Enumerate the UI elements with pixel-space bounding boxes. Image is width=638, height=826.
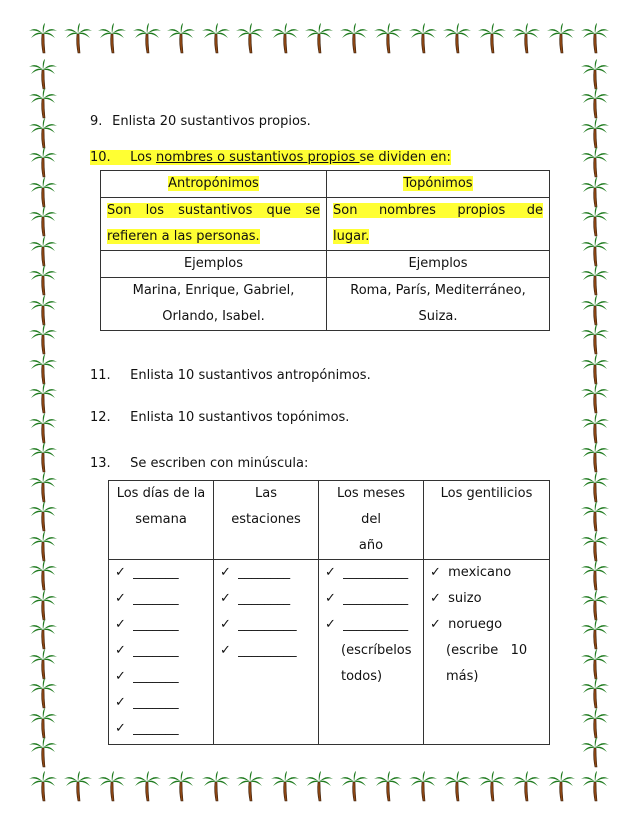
day-blank: ✓ _______ xyxy=(115,612,207,638)
palm-tree-icon xyxy=(132,770,162,802)
item-13: 13. Se escriben con minúscula: xyxy=(90,456,309,471)
palm-tree-icon xyxy=(166,22,196,54)
palm-tree-icon xyxy=(28,648,58,680)
day-blank: ✓ _______ xyxy=(115,586,207,612)
day-blank: ✓ _______ xyxy=(115,690,207,716)
palm-tree-icon xyxy=(28,205,58,237)
palm-tree-icon xyxy=(373,770,403,802)
palm-tree-icon xyxy=(580,117,610,149)
palm-tree-icon xyxy=(580,353,610,385)
checkmark-icon: ✓ xyxy=(115,669,126,684)
palm-tree-icon xyxy=(28,770,58,802)
item-9-text: Enlista 20 sustantivos propios. xyxy=(112,114,311,129)
palm-tree-icon xyxy=(97,22,127,54)
checkmark-icon: ✓ xyxy=(220,643,231,658)
meses-note-2: todos) xyxy=(341,669,383,684)
palm-tree-icon xyxy=(580,146,610,178)
checkmark-icon: ✓ xyxy=(115,721,126,736)
palm-tree-icon xyxy=(580,500,610,532)
palm-tree-icon xyxy=(580,441,610,473)
checkmark-icon: ✓ xyxy=(115,695,126,710)
palm-tree-icon xyxy=(442,22,472,54)
palm-tree-icon xyxy=(28,412,58,444)
palm-tree-icon xyxy=(477,22,507,54)
palm-tree-icon xyxy=(408,770,438,802)
day-blank: ✓ _______ xyxy=(115,560,207,586)
palm-tree-icon xyxy=(28,736,58,768)
palm-tree-icon xyxy=(201,770,231,802)
checkmark-icon: ✓ xyxy=(325,617,336,632)
palm-tree-icon xyxy=(580,22,610,54)
palm-tree-icon xyxy=(580,589,610,621)
item-10: 10. Los nombres o sustantivos propios se dividen en: xyxy=(90,150,451,165)
palm-tree-icon xyxy=(28,294,58,326)
checkmark-icon: ✓ xyxy=(115,565,126,580)
palm-tree-icon xyxy=(580,412,610,444)
lowercase-table: Los días de la semana Las estaciones Los meses del año Los gentilicios ✓ _______ ✓ _______ ✓ _______ ✓ _______ ✓ _______ ✓ _______ ✓ _______ ✓ ________ ✓ ________ ✓ _________ ✓ _________ ✓ __________ ✓ __________ ✓ __________ (escríbelos todos) ✓ mexicano ✓ suizo ✓ noruego (escribe 10 más) xyxy=(108,480,550,745)
palm-tree-icon xyxy=(580,264,610,296)
proper-nouns-table xyxy=(100,170,550,331)
def-antroponimos-1: Son los sustantivos que se xyxy=(107,203,320,218)
gentilicios-note-2: más) xyxy=(446,669,479,684)
palm-tree-icon xyxy=(580,559,610,591)
palm-tree-icon xyxy=(339,770,369,802)
palm-tree-icon xyxy=(235,22,265,54)
palm-tree-icon xyxy=(546,770,576,802)
item-11: 11. Enlista 10 sustantivos antropónimos. xyxy=(90,368,371,383)
underlined-phrase: nombres o sustantivos propios xyxy=(156,150,360,165)
palm-tree-icon xyxy=(28,87,58,119)
header-dias: Los días de la xyxy=(116,486,206,501)
palm-tree-icon xyxy=(28,22,58,54)
palm-tree-icon xyxy=(580,648,610,680)
checkmark-icon: ✓ xyxy=(325,591,336,606)
checkmark-icon: ✓ xyxy=(115,643,126,658)
examples-toponimos-1: Roma, París, Mediterráneo, xyxy=(350,283,526,298)
item-9: 9. Enlista 20 sustantivos propios. xyxy=(90,114,311,129)
palm-tree-icon xyxy=(28,559,58,591)
palm-tree-icon xyxy=(28,471,58,503)
palm-tree-icon xyxy=(373,22,403,54)
ejemplos-label-2: Ejemplos xyxy=(327,251,550,278)
palm-tree-icon xyxy=(63,770,93,802)
palm-tree-icon xyxy=(270,22,300,54)
season-blank: ✓ _________ xyxy=(220,612,312,638)
palm-tree-icon xyxy=(28,58,58,90)
def-antroponimos-2: refieren a las personas. xyxy=(107,229,260,244)
palm-tree-icon xyxy=(201,22,231,54)
day-blank: ✓ _______ xyxy=(115,664,207,690)
palm-tree-icon xyxy=(580,736,610,768)
gentilicios-list xyxy=(430,560,543,638)
checkmark-icon: ✓ xyxy=(430,591,441,606)
month-blank: ✓ __________ xyxy=(325,612,417,638)
palm-tree-icon xyxy=(580,677,610,709)
palm-tree-icon xyxy=(28,176,58,208)
checkmark-icon: ✓ xyxy=(325,565,336,580)
palm-tree-icon xyxy=(28,589,58,621)
checkmark-icon: ✓ xyxy=(115,591,126,606)
palm-tree-icon xyxy=(28,382,58,414)
palm-tree-icon xyxy=(97,770,127,802)
palm-tree-icon xyxy=(477,770,507,802)
palm-tree-icon xyxy=(28,264,58,296)
gentilicio-item: ✓ noruego xyxy=(430,612,543,638)
palm-tree-icon xyxy=(580,618,610,650)
palm-tree-icon xyxy=(28,323,58,355)
day-blank: ✓ _______ xyxy=(115,716,207,742)
palm-tree-icon xyxy=(580,176,610,208)
palm-tree-icon xyxy=(580,58,610,90)
palm-tree-icon xyxy=(63,22,93,54)
season-blank: ✓ ________ xyxy=(220,586,312,612)
gentilicio-item: ✓ suizo xyxy=(430,586,543,612)
meses-list xyxy=(325,560,417,638)
palm-tree-icon xyxy=(580,530,610,562)
ejemplos-label-1: Ejemplos xyxy=(101,251,327,278)
checkmark-icon: ✓ xyxy=(115,617,126,632)
checkmark-icon: ✓ xyxy=(220,591,231,606)
palm-tree-icon xyxy=(132,22,162,54)
palm-tree-icon xyxy=(28,441,58,473)
meses-note-1: (escríbelos xyxy=(341,643,412,658)
palm-tree-icon xyxy=(235,770,265,802)
estaciones-list xyxy=(220,560,312,664)
palm-tree-icon xyxy=(580,294,610,326)
palm-tree-icon xyxy=(28,530,58,562)
header-meses: Los meses del xyxy=(336,486,406,527)
checkmark-icon: ✓ xyxy=(430,617,441,632)
header-antroponimos: Antropónimos xyxy=(168,176,259,191)
palm-tree-icon xyxy=(28,146,58,178)
def-toponimos-1: Son nombres propios de xyxy=(333,203,543,218)
palm-tree-icon xyxy=(270,770,300,802)
def-toponimos-2: lugar. xyxy=(333,229,370,244)
gentilicios-note-1: (escribe 10 xyxy=(446,643,528,658)
header-gentilicios: Los gentilicios xyxy=(440,486,533,501)
header-toponimos: Topónimos xyxy=(403,176,473,191)
examples-antroponimos-1: Marina, Enrique, Gabriel, xyxy=(132,283,295,298)
item-12: 12. Enlista 10 sustantivos topónimos. xyxy=(90,410,350,425)
palm-tree-icon xyxy=(166,770,196,802)
palm-tree-icon xyxy=(580,87,610,119)
palm-tree-icon xyxy=(28,618,58,650)
palm-tree-icon xyxy=(511,770,541,802)
dias-list xyxy=(115,560,207,742)
header-estaciones: Las xyxy=(255,486,277,501)
palm-tree-icon xyxy=(442,770,472,802)
palm-tree-icon xyxy=(580,471,610,503)
checkmark-icon: ✓ xyxy=(430,565,441,580)
palm-tree-icon xyxy=(28,500,58,532)
palm-tree-icon xyxy=(28,707,58,739)
gentilicio-item: ✓ mexicano xyxy=(430,560,543,586)
palm-tree-icon xyxy=(28,235,58,267)
palm-tree-icon xyxy=(28,353,58,385)
examples-antroponimos-2: Orlando, Isabel. xyxy=(162,309,265,324)
palm-tree-icon xyxy=(580,382,610,414)
palm-tree-icon xyxy=(28,677,58,709)
palm-tree-icon xyxy=(580,770,610,802)
palm-tree-icon xyxy=(408,22,438,54)
palm-tree-icon xyxy=(304,770,334,802)
palm-tree-icon xyxy=(546,22,576,54)
palm-tree-icon xyxy=(339,22,369,54)
checkmark-icon: ✓ xyxy=(220,617,231,632)
palm-tree-icon xyxy=(580,235,610,267)
palm-tree-icon xyxy=(28,117,58,149)
month-blank: ✓ __________ xyxy=(325,560,417,586)
examples-toponimos-2: Suiza. xyxy=(418,309,458,324)
checkmark-icon: ✓ xyxy=(220,565,231,580)
season-blank: ✓ ________ xyxy=(220,560,312,586)
month-blank: ✓ __________ xyxy=(325,586,417,612)
palm-tree-icon xyxy=(304,22,334,54)
palm-tree-icon xyxy=(580,205,610,237)
palm-tree-icon xyxy=(511,22,541,54)
season-blank: ✓ _________ xyxy=(220,638,312,664)
palm-tree-icon xyxy=(580,323,610,355)
day-blank: ✓ _______ xyxy=(115,638,207,664)
palm-tree-icon xyxy=(580,707,610,739)
